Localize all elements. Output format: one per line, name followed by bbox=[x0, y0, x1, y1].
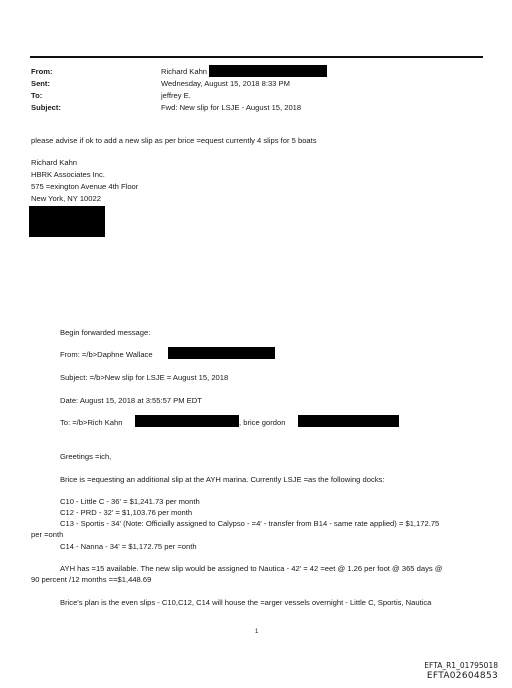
paragraph: Brice is =equesting an additional slip at the AYH marina. Currently LSJE =as the following docks: bbox=[60, 475, 385, 484]
redaction-block bbox=[298, 415, 399, 427]
sent-label: Sent: bbox=[31, 79, 50, 88]
dock-line: C10 - Little C - 36' = $1,241.73 per month bbox=[60, 497, 200, 506]
sent-value: Wednesday, August 15, 2018 8:33 PM bbox=[161, 79, 290, 88]
page-number: 1 bbox=[255, 629, 259, 635]
subject-label: Subject: bbox=[31, 103, 61, 112]
header-rule bbox=[30, 56, 483, 58]
efta-id: EFTA_R1_01795018 bbox=[424, 661, 498, 670]
from-label: From: bbox=[31, 67, 53, 76]
signature-line: New York, NY 10022 bbox=[31, 194, 101, 203]
dock-line: C13 - Sportis - 34' (Note: Officially assigned to Calypso - =4' - transfer from B14 - same rate applied) = $1,172.75 bbox=[60, 519, 440, 528]
redaction-block bbox=[209, 65, 327, 77]
subject-value: Fwd: New slip for LSJE - August 15, 2018 bbox=[161, 103, 302, 112]
fwd-to-cc: , brice gordon bbox=[239, 418, 286, 427]
fwd-subject: Subject: =/b>New slip for LSJE = August 15, 2018 bbox=[60, 373, 229, 382]
dock-line: per =onth bbox=[31, 530, 64, 539]
paragraph: 90 percent /12 months ==$1,448.69 bbox=[31, 575, 152, 584]
intro-text: please advise if ok to add a new slip as per brice =equest currently 4 slips for 5 boats bbox=[31, 136, 317, 145]
fwd-from: From: =/b>Daphne Wallace bbox=[60, 350, 153, 359]
redaction-block bbox=[168, 347, 275, 359]
from-value: Richard Kahn bbox=[161, 67, 208, 76]
to-value: jeffrey E. bbox=[161, 91, 191, 100]
dock-line: C14 - Nanna - 34' = $1,172.75 per =onth bbox=[60, 542, 197, 551]
redaction-block bbox=[29, 206, 105, 237]
signature-line: Richard Kahn bbox=[31, 158, 78, 167]
fwd-date: Date: August 15, 2018 at 3:55:57 PM EDT bbox=[60, 396, 202, 405]
begin-forwarded: Begin forwarded message: bbox=[60, 328, 151, 337]
paragraph: AYH has =15 available. The new slip would be assigned to Nautica - 42' = 42 =eet @ 1.26 per foot @ 365 days @ bbox=[60, 564, 443, 573]
paragraph: Brice's plan is the even slips - C10,C12, C14 will house the =arger vessels overnight - Little C, Sportis, Nautica bbox=[60, 598, 432, 607]
efta-id-large: EFTA02604853 bbox=[426, 671, 498, 681]
to-label: To: bbox=[31, 91, 43, 100]
redaction-block bbox=[135, 415, 239, 427]
greeting: Greetings =ich, bbox=[60, 452, 112, 461]
dock-line: C12 - PRD - 32' = $1,103.76 per month bbox=[60, 508, 193, 517]
fwd-to: To: =/b>Rich Kahn bbox=[60, 418, 123, 427]
signature-line: HBRK Associates Inc. bbox=[31, 170, 105, 179]
signature-line: 575 =exington Avenue 4th Floor bbox=[31, 182, 139, 191]
